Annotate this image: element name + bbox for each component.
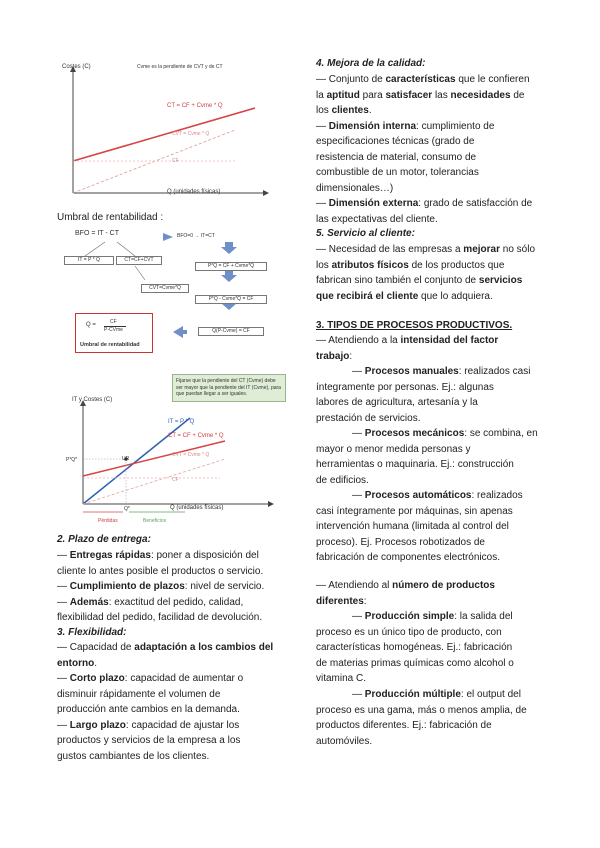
bold-term: Procesos mecánicos: [364, 428, 465, 439]
text-line: [316, 333, 498, 349]
bold-term: que recibirá el cliente: [316, 290, 419, 302]
text-span: automóviles.: [316, 735, 373, 747]
text-line: [57, 702, 240, 718]
bold-term: Producción simple: [364, 611, 455, 622]
cvt-label: CVT = Cvme * Q: [172, 131, 210, 137]
text-line: [352, 488, 523, 504]
text-span: —: [316, 120, 329, 132]
text-span: mayor o menor medida personas y: [316, 443, 471, 455]
text-line: [316, 103, 372, 119]
text-line: [316, 134, 474, 150]
text-line: [316, 550, 500, 566]
text-span: para: [359, 89, 386, 101]
text-span: herramientas o maquinaria. Ej.: construcción: [316, 459, 514, 470]
bold-term: trabajo: [316, 350, 350, 362]
text-line: [316, 181, 393, 197]
text-span: gustos cambiantes de los clientes.: [57, 750, 210, 762]
bfo-formula: BFO = IT - CT: [75, 230, 120, 237]
bold-term: Dimensión interna: [328, 120, 417, 132]
text-span: productos diferentes. Ej.: fabricación de: [316, 720, 492, 731]
bold-term: diferentes: [316, 595, 364, 607]
text-span: — Necesidad de las empresas a: [316, 244, 464, 255]
result-title: Umbral de rentabilidad: [80, 342, 140, 348]
text-span: —: [316, 198, 329, 209]
text-span: disminuir rápidamente el volumen de: [57, 688, 221, 700]
text-span: : nivel de servicio.: [184, 581, 265, 592]
text-span: dimensionales…): [316, 182, 394, 194]
result-q: Q =: [86, 322, 96, 328]
text-span: : grado de satisfacción de: [418, 198, 533, 209]
text-span: vitamina C.: [316, 673, 367, 684]
umbral-heading: Umbral de rentabilidad :: [57, 212, 164, 223]
text-line: [57, 733, 240, 749]
bold-term: Procesos manuales: [364, 366, 459, 377]
text-line: [316, 380, 494, 396]
text-span: — Atendiendo al: [316, 580, 393, 591]
flow-step2: P*Q = CF + Cvme*Q: [195, 262, 267, 271]
text-line: [316, 656, 514, 672]
text-span: —: [352, 366, 365, 377]
text-line: [316, 165, 479, 181]
text-span: íntegramente por personas. Ej.: algunas: [316, 381, 494, 393]
text-span: : capacidad de ajustar los: [125, 719, 240, 731]
text-line: [57, 595, 243, 611]
text-span: :: [363, 595, 367, 607]
ct-box: CT=CF+CVT: [116, 256, 162, 265]
text-line: [316, 594, 367, 610]
sec5-title: 5. Servicio al cliente:: [316, 228, 415, 239]
text-line: [57, 579, 264, 595]
bold-term: adaptación a los cambios del: [134, 642, 274, 653]
text-span: prestación de servicios.: [316, 412, 421, 424]
text-span: —: [57, 673, 70, 684]
bold-term: necesidades: [450, 89, 511, 101]
text-line: [316, 457, 514, 473]
text-span: —: [352, 689, 365, 700]
it-box: IT = P * Q: [64, 256, 114, 265]
text-line: [352, 364, 530, 380]
text-span: de: [510, 89, 525, 101]
text-span: flexibilidad del pedido, facilidad de devolución.: [57, 612, 263, 623]
text-span: resistencia de material, consumo de: [316, 151, 477, 163]
text-span: .: [368, 105, 372, 116]
text-span: de materias primas químicas como alcohol o: [316, 657, 514, 669]
text-line: [316, 212, 438, 228]
text-span: :: [349, 350, 353, 362]
text-span: proceso es un único tipo de producto, con: [316, 626, 502, 638]
text-span: —: [57, 581, 70, 592]
bold-term: Corto plazo: [69, 673, 125, 684]
text-line: [352, 687, 521, 703]
text-span: producción ante cambios en la demanda.: [57, 704, 240, 715]
text-span: — Conjunto de: [316, 74, 386, 85]
sec2-title: 2. Plazo de entrega:: [57, 534, 151, 545]
it-line: [83, 418, 190, 504]
result-numerator: CF: [110, 319, 117, 325]
text-line: [316, 625, 502, 641]
text-span: —: [57, 719, 70, 731]
sec4-title: 4. Mejora de la calidad:: [316, 58, 426, 69]
text-line: [316, 289, 493, 305]
result-box: [75, 313, 153, 353]
text-span: : capacidad de aumentar o: [124, 673, 244, 684]
text-span: las expectativas del cliente.: [316, 213, 438, 225]
chart1-ylabel: Costes (C): [62, 64, 91, 70]
text-span: que le confieren: [455, 74, 530, 85]
pq-mark: P*Q*: [66, 457, 78, 463]
text-line: [316, 242, 535, 258]
text-span: los: [316, 105, 332, 116]
flow-step4: Q(P-Cvme) = CF: [198, 327, 264, 336]
tipos-title: 3. TIPOS DE PROCESOS PRODUCTIVOS.: [316, 320, 513, 331]
bold-term: Entregas rápidas: [69, 550, 151, 561]
text-span: : realizados casi: [458, 366, 531, 377]
text-span: : se combina, en: [464, 428, 538, 439]
text-span: características homogéneas. Ej.: fabricación: [316, 642, 513, 653]
text-line: [316, 119, 494, 135]
perdidas-label: Pérdidas: [98, 518, 118, 524]
text-span: especificaciones técnicas (grado de: [316, 136, 475, 147]
text-span: : el output del: [460, 689, 521, 700]
text-line: [316, 504, 513, 520]
text-line: [352, 609, 513, 625]
text-line: [316, 718, 492, 734]
text-span: : la salida del: [454, 611, 513, 622]
text-span: : cumplimiento de: [416, 120, 495, 132]
bold-term: clientes: [331, 105, 369, 116]
beneficios-label: Beneficios: [143, 518, 167, 524]
bold-term: Largo plazo: [69, 719, 126, 731]
bold-term: mejorar: [463, 244, 500, 255]
text-span: proceso es una gama, más o menos amplia, de: [316, 704, 527, 716]
text-span: —: [57, 596, 70, 608]
bold-term: entorno: [57, 657, 95, 669]
text-line: [57, 610, 262, 626]
bold-term: servicios: [478, 275, 523, 286]
sec3-title: 3. Flexibilidad:: [57, 627, 127, 638]
text-line: [316, 442, 471, 458]
text-line: [57, 564, 263, 580]
text-line: [316, 72, 530, 88]
cf-label-2: CF: [172, 477, 179, 483]
bold-term: satisfacer: [385, 89, 433, 101]
text-line: [316, 411, 421, 427]
text-span: .: [94, 657, 97, 669]
pendiente-note: Fijarse que la pendiente del CT (Cvme) debe ser mayor que la pendiente del IT (Cvme), para que puedan llegar a ser iguales.: [172, 374, 286, 402]
text-span: — Capacidad de: [57, 642, 135, 653]
bold-term: características: [385, 74, 456, 85]
bold-term: Dimensión externa: [328, 198, 419, 209]
text-line: [316, 578, 495, 594]
text-line: [316, 473, 369, 489]
text-line: [57, 656, 97, 672]
text-line: [57, 687, 220, 703]
text-line: [316, 395, 478, 411]
text-line: [316, 349, 352, 365]
text-line: [316, 196, 532, 212]
text-line: [316, 519, 509, 535]
text-line: [57, 718, 239, 734]
result-denominator: P-CVme: [104, 327, 123, 333]
text-span: — Atendiendo a la: [316, 335, 401, 346]
cf-label: CF: [172, 158, 179, 164]
chart2-xlabel: Q (unidades físicas): [170, 505, 224, 511]
text-span: —: [352, 428, 365, 439]
text-line: [316, 640, 512, 656]
flow-step3: P*Q - Cvme*Q = CF: [195, 295, 267, 304]
text-span: —: [352, 611, 365, 622]
text-line: [316, 150, 476, 166]
bold-term: número de productos: [392, 580, 495, 591]
text-line: [316, 258, 504, 274]
text-span: combustible de un motor, tolerancias: [316, 167, 479, 178]
ur-label: UR: [122, 456, 130, 462]
text-span: : poner a disposición del: [150, 550, 259, 561]
text-line: [57, 749, 209, 765]
flow-step1: BFO=0 → IT=CT: [177, 233, 215, 239]
bold-term: Además: [69, 596, 109, 608]
cvt-line: [73, 130, 235, 193]
text-span: intervención humana (limitada al control del: [316, 521, 509, 532]
ct-line: [73, 108, 255, 161]
cvt-label-2: CVT = Cvme * Q: [172, 452, 210, 458]
text-span: : realizados: [471, 490, 523, 501]
text-line: [316, 88, 524, 104]
cvt-line-2: [83, 459, 225, 504]
q-mark: Q*: [124, 506, 130, 512]
text-line: [57, 640, 273, 656]
text-span: no sólo: [499, 244, 536, 255]
text-line: [316, 273, 522, 289]
text-span: de edificios.: [316, 474, 369, 486]
bold-term: Cumplimiento de plazos: [69, 581, 185, 592]
text-span: productos y servicios de la empresa a los: [57, 735, 241, 746]
chart2-ylabel: IT y Costes (C): [72, 397, 113, 403]
text-line: [352, 426, 538, 442]
text-span: cliente lo antes posible el productos o servicio.: [57, 565, 264, 577]
text-line: [57, 548, 259, 564]
text-line: [316, 734, 372, 750]
ct-label: CT = CF + Cvme * Q: [167, 103, 223, 109]
bold-term: aptitud: [326, 89, 360, 101]
text-span: casi íntegramente por máquinas, sin apenas: [316, 505, 513, 517]
text-span: que lo adquiera.: [418, 290, 493, 302]
text-line: [316, 703, 527, 719]
text-span: fabricación de componentes electrónicos.: [316, 552, 500, 563]
chart1-title: Cvme es la pendiente de CVT y de CT: [137, 64, 223, 70]
text-span: la: [316, 89, 327, 101]
text-span: —: [57, 550, 70, 561]
text-span: labores de agricultura, artesanía y la: [316, 397, 478, 408]
text-line: [316, 671, 366, 687]
ct-label-2: CT = CF + Cvme * Q: [168, 433, 224, 439]
bold-term: Producción múltiple: [364, 689, 461, 700]
text-line: [57, 671, 243, 687]
bold-term: Procesos automáticos: [364, 490, 472, 501]
it-label: IT = P * Q: [168, 419, 195, 425]
text-span: —: [352, 490, 365, 501]
text-span: las: [432, 89, 451, 101]
bold-term: atributos físicos: [331, 259, 409, 271]
bold-term: intensidad del factor: [400, 335, 499, 346]
text-span: de los productos que: [408, 259, 505, 271]
text-span: : exactitud del pedido, calidad,: [108, 596, 244, 608]
text-span: proceso). Ej. Procesos robotizados de: [316, 536, 485, 548]
text-line: [316, 535, 485, 551]
cvt-box: CVT=Cvme*Q: [141, 284, 189, 293]
text-span: los: [316, 259, 332, 271]
text-span: fabrican sino también el conjunto de: [316, 275, 479, 286]
chart1-xlabel: Q (unidades físicas): [167, 189, 221, 195]
